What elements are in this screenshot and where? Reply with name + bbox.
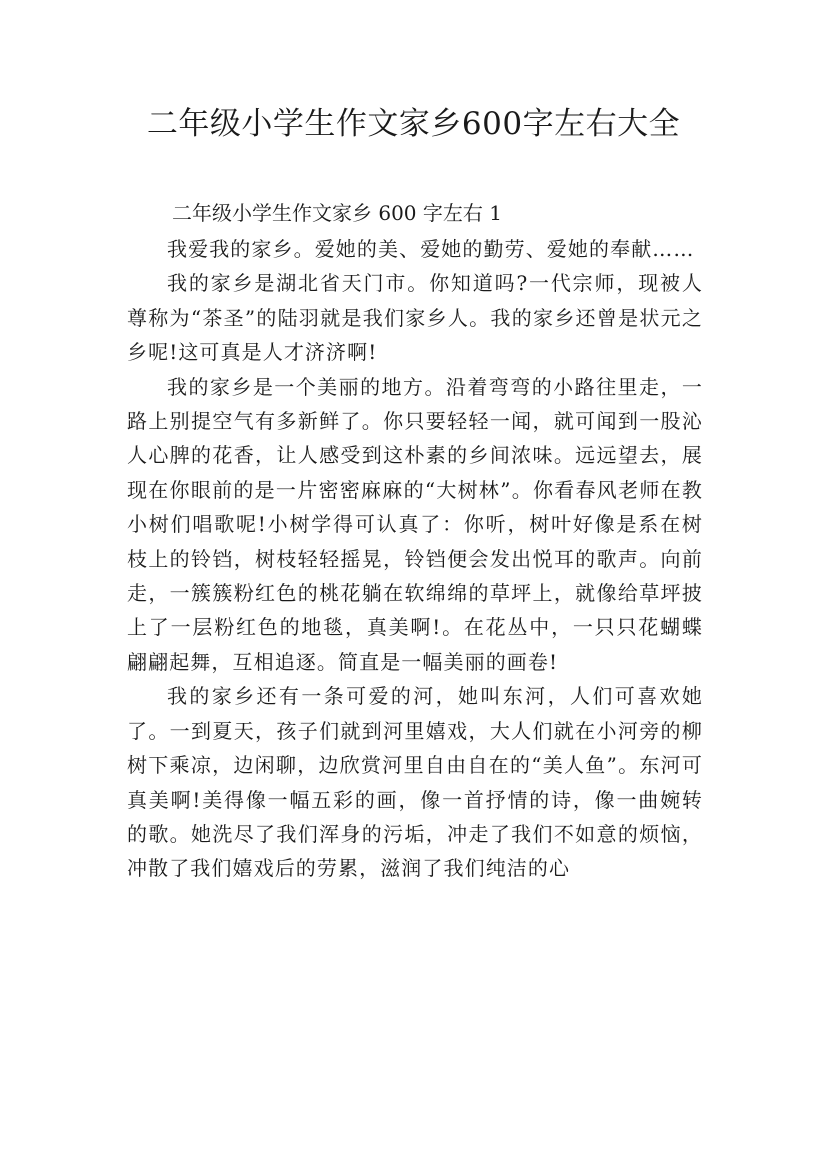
document-body <box>127 232 703 886</box>
paragraph-2: 我的家乡是湖北省天门市。你知道吗?一代宗师，现被人尊称为“茶圣”的陆羽就是我们家乡人。我的家乡还曾是状元之乡呢!这可真是人才济济啊! <box>127 271 703 365</box>
paragraph-4: 我的家乡还有一条可爱的河，她叫东河，人们可喜欢她了。一到夏天，孩子们就到河里嬉戏，大人们就在小河旁的柳树下乘凉，边闲聊，边欣赏河里自由自在的“美人鱼”。东河可真美啊!美得像一幅五彩的画，像一首抒情的诗，像一曲婉转的歌。她洗尽了我们浑身的污垢，冲走了我们不如意的烦恼，冲散了我们嬉戏后的劳累，滋润了我们纯洁的心 <box>127 684 703 881</box>
document-title: 二年级小学生作文家乡600字左右大全 <box>146 106 681 142</box>
paragraph-3: 我的家乡是一个美丽的地方。沿着弯弯的小路往里走，一路上别提空气有多新鲜了。你只要轻轻一闻，就可闻到一股沁人心脾的花香，让人感受到这朴素的乡间浓味。远远望去，展现在你眼前的是一片密密麻麻的“大树林”。你看春风老师在教小树们唱歌呢!小树学得可认真了：你听，树叶好像是系在树枝上的铃铛，树枝轻轻摇晃，铃铛便会发出悦耳的歌声。向前走，一簇簇粉红色的桃花躺在软绵绵的草坪上，就像给草坪披上了一层粉红色的地毯，真美啊!。在花丛中，一只只花蝴蝶翩翩起舞，互相追逐。简直是一幅美丽的画卷! <box>127 374 703 674</box>
section-heading: 二年级小学生作文家乡 600 字左右 1 <box>172 201 502 225</box>
paragraph-1: 我爱我的家乡。爱她的美、爱她的勤劳、爱她的奉献…… <box>167 237 695 261</box>
